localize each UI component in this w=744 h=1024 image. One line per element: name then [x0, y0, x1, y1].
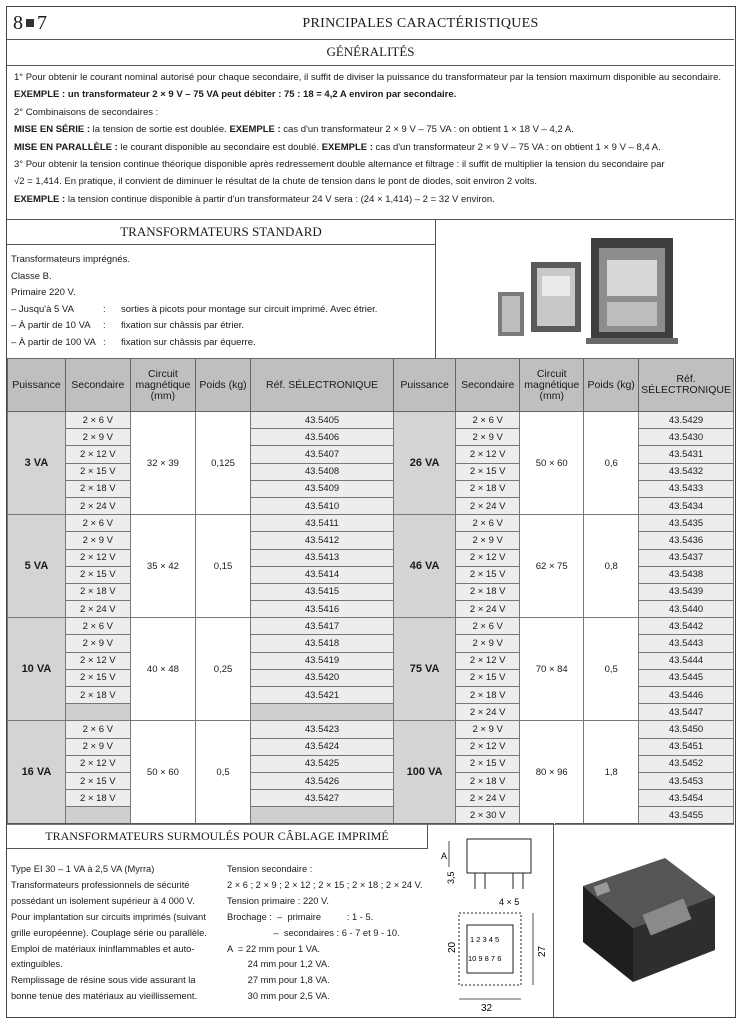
item-text: fixation sur châssis par étrier.: [121, 320, 245, 331]
generalites-text: [14, 69, 730, 208]
table-cell: 0,125: [196, 412, 251, 515]
table-cell: 2 × 18 V: [456, 480, 520, 497]
table-cell: 43.5405: [250, 412, 393, 429]
serie-label: MISE EN SÉRIE :: [14, 124, 91, 136]
table-cell: 43.5434: [639, 497, 734, 514]
standard-text: [11, 252, 377, 351]
molded-transformer-illustration: [555, 824, 734, 1018]
gen-p3b: √2 = 1,414. En pratique, il convient de diminuer le résultat de la chute de tension dans le pont de diodes, soit environ 2 volts.: [14, 176, 538, 188]
col-header: Poids (kg): [584, 359, 639, 412]
table-cell: 43.5445: [639, 669, 734, 686]
table-cell: 0,5: [196, 721, 251, 824]
item-label: – À partir de 10 VA: [11, 320, 91, 331]
table-cell: 43.5447: [639, 704, 734, 721]
table-cell: 2 × 12 V: [65, 755, 130, 772]
table-cell: 43.5452: [639, 755, 734, 772]
col-header: Secondaire: [456, 359, 520, 412]
table-cell: 2 × 15 V: [65, 463, 130, 480]
gen-serie: [14, 121, 730, 138]
table-cell: 2 × 15 V: [65, 669, 130, 686]
table-cell: 2 × 18 V: [65, 790, 130, 807]
table-cell: 2 × 6 V: [456, 618, 520, 635]
page-title: PRINCIPALES CARACTÉRISTIQUES: [302, 16, 539, 31]
spec-line: Brochage : – primaire : 1 - 5.: [227, 911, 374, 922]
standard-line: Classe B.: [11, 270, 52, 282]
example-text: un transformateur 2 × 9 V – 75 VA peut débiter : 75 : 18 = 4,2 A environ par secondaire.: [65, 89, 457, 101]
table-cell: 43.5423: [250, 721, 393, 738]
parallele-text: le courant disponible au secondaire est doublé.: [117, 141, 322, 153]
section-label: 8: [13, 12, 23, 34]
table-cell: 75 VA: [394, 618, 456, 721]
table-cell: 2 × 18 V: [456, 772, 520, 789]
table-cell: 50 × 60: [130, 721, 195, 824]
table-cell: 2 × 12 V: [65, 446, 130, 463]
table-cell: 2 × 9 V: [456, 721, 520, 738]
dim-w-label: 20: [447, 941, 458, 953]
table-row: [8, 721, 734, 738]
table-cell: 43.5443: [639, 635, 734, 652]
surmoules-specs: [227, 862, 442, 1005]
item-sep: :: [103, 303, 106, 315]
desc-line: Emploi de matériaux ininflammables et auto-: [11, 943, 195, 954]
col-header: Puissance: [8, 359, 66, 412]
item-text: sorties à picots pour montage sur circuit imprimé. Avec étrier.: [121, 303, 378, 315]
table-cell: 2 × 6 V: [65, 618, 130, 635]
molded-transformer-photo: [555, 823, 734, 1018]
spec-line: 30 mm pour 2,5 VA.: [227, 991, 330, 1002]
table-cell: 2 × 15 V: [456, 669, 520, 686]
standard-item: [11, 302, 377, 319]
page-header: [7, 7, 734, 40]
table-cell: 0,6: [584, 412, 639, 515]
table-cell: 43.5412: [250, 532, 393, 549]
table-cell: 43.5407: [250, 446, 393, 463]
dim-h-label: 3,5: [446, 871, 456, 884]
spec-line: A = 22 mm pour 1 VA.: [227, 943, 321, 954]
table-cell: 43.5453: [639, 772, 734, 789]
col-header: Puissance: [394, 359, 456, 412]
desc-line: extinguibles.: [11, 959, 63, 970]
desc-line: bonne tenue des matériaux au vieillissement.: [11, 991, 198, 1002]
table-cell: 2 × 12 V: [65, 549, 130, 566]
table-cell: 2 × 24 V: [65, 601, 130, 618]
table-cell: 43.5450: [639, 721, 734, 738]
desc-line: grille européenne). Couplage série ou parallèle.: [11, 927, 207, 938]
table-cell: 2 × 9 V: [65, 429, 130, 446]
table-cell: 2 × 15 V: [456, 566, 520, 583]
example-text: la tension continue disponible à partir d'un transformateur 24 V sera : (24 × 1,414) – 2 = 32 V environ.: [65, 193, 495, 205]
table-cell: 43.5444: [639, 652, 734, 669]
table-cell: 2 × 9 V: [65, 532, 130, 549]
table-row: [8, 412, 734, 429]
table-cell: 43.5440: [639, 601, 734, 618]
table-cell: 1,8: [584, 721, 639, 824]
dimension-drawing: [437, 829, 552, 1017]
desc-line: Transformateurs professionnels de sécurité: [11, 879, 190, 890]
table-cell: 2 × 30 V: [456, 807, 520, 824]
table-cell: 2 × 6 V: [65, 412, 130, 429]
table-cell: 43.5417: [250, 618, 393, 635]
spec-line: 2 × 6 ; 2 × 9 ; 2 × 12 ; 2 × 15 ; 2 × 18 ; 2 × 24 V.: [227, 879, 423, 890]
section-number: [13, 12, 47, 35]
table-cell: 80 × 96: [520, 721, 584, 824]
pins-bottom: 10 9 8 7 6: [468, 954, 502, 963]
table-cell: 43.5442: [639, 618, 734, 635]
table-cell: 43.5433: [639, 480, 734, 497]
example-text: cas d'un transformateur 2 × 9 V – 75 VA : on obtient 1 × 9 V – 8,4 A.: [372, 141, 661, 153]
table-cell: 2 × 18 V: [456, 687, 520, 704]
desc-line: Type EI 30 – 1 VA à 2,5 VA (Myrra): [11, 864, 155, 874]
table-cell: 43.5409: [250, 480, 393, 497]
table-cell: 43.5436: [639, 532, 734, 549]
gen-p1-example: [14, 86, 730, 103]
example-label: EXEMPLE :: [14, 193, 66, 205]
table-cell: 43.5424: [250, 738, 393, 755]
table-cell: 43.5432: [639, 463, 734, 480]
catalog-page: [6, 6, 736, 1018]
table-cell: 2 × 24 V: [456, 704, 520, 721]
gen-parallele: [14, 139, 730, 156]
table-cell: 43.5406: [250, 429, 393, 446]
spec-line: 24 mm pour 1,2 VA.: [227, 959, 330, 970]
table-cell: 2 × 12 V: [65, 652, 130, 669]
dimension-diagram: [437, 829, 552, 1017]
gen-p1: 1° Pour obtenir le courant nominal autorisé pour chaque secondaire, il suffit de diviser la puissance du transformateur par la tension maximum disponible au secondaire.: [14, 72, 722, 83]
table-cell: 43.5451: [639, 738, 734, 755]
table-cell: 2 × 24 V: [65, 497, 130, 514]
table-cell: 2 × 6 V: [65, 721, 130, 738]
table-cell: 2 × 15 V: [456, 755, 520, 772]
table-cell: 43.5435: [639, 515, 734, 532]
square-bullet-icon: [26, 19, 34, 27]
standard-item: [11, 318, 377, 335]
table-cell: 2 × 18 V: [65, 687, 130, 704]
table-cell: 5 VA: [8, 515, 66, 618]
item-label: – À partir de 100 VA: [11, 336, 96, 348]
desc-line: Remplissage de résine sous vide assurant la: [11, 975, 196, 986]
dim-len-label: 32: [481, 1003, 493, 1014]
table-cell: 2 × 12 V: [456, 738, 520, 755]
table-cell: 43.5415: [250, 583, 393, 600]
generalites-title: GÉNÉRALITÉS: [7, 39, 734, 66]
table-cell: 50 × 60: [520, 412, 584, 515]
item-text: fixation sur châssis par équerre.: [121, 336, 256, 348]
table-cell: 2 × 24 V: [456, 601, 520, 618]
table-cell: 2 × 6 V: [456, 412, 520, 429]
spec-line: 27 mm pour 1,8 VA.: [227, 975, 330, 986]
table-header-row: [8, 359, 734, 412]
dim-h2-label: 27: [537, 945, 548, 957]
table-cell: [65, 704, 130, 721]
standard-section: [7, 219, 436, 359]
table-cell: 46 VA: [394, 515, 456, 618]
table-cell: 2 × 15 V: [65, 772, 130, 789]
table-cell: 35 × 42: [130, 515, 195, 618]
standard-line: Primaire 220 V.: [11, 287, 76, 298]
col-header: Réf. SÉLECTRONIQUE: [639, 359, 734, 412]
table-cell: 100 VA: [394, 721, 456, 824]
table-cell: 0,8: [584, 515, 639, 618]
table-cell: 2 × 9 V: [456, 532, 520, 549]
table-cell: 40 × 48: [130, 618, 195, 721]
table-row: [8, 515, 734, 532]
table-row: [8, 618, 734, 635]
table-cell: 0,5: [584, 618, 639, 721]
table-cell: 43.5421: [250, 687, 393, 704]
standard-line: Transformateurs imprégnés.: [11, 254, 130, 265]
table-cell: 43.5439: [639, 583, 734, 600]
dim-pitch-label: 4 × 5: [499, 897, 520, 907]
item-label: – Jusqu'à 5 VA: [11, 303, 74, 315]
table-cell: 43.5419: [250, 652, 393, 669]
desc-line: possédant un isolement supérieur à 4 000 V.: [11, 895, 195, 906]
table-cell: 43.5416: [250, 601, 393, 618]
surmoules-description: [11, 862, 226, 1005]
table-cell: 2 × 6 V: [456, 515, 520, 532]
col-header: Poids (kg): [196, 359, 251, 412]
table-cell: 2 × 18 V: [65, 480, 130, 497]
table-cell: 2 × 18 V: [65, 583, 130, 600]
standard-transformers-photo: [436, 219, 734, 359]
col-header: Réf. SÉLECTRONIQUE: [250, 359, 393, 412]
page-number: 7: [37, 12, 47, 34]
table-cell: 43.5430: [639, 429, 734, 446]
table-cell: 43.5437: [639, 549, 734, 566]
pins-top: 1 2 3 4 5: [470, 935, 500, 944]
dim-a-label: A: [441, 851, 448, 861]
item-sep: :: [103, 320, 106, 331]
serie-text: la tension de sortie est doublée.: [90, 124, 230, 136]
table-cell: 16 VA: [8, 721, 66, 824]
table-cell: 43.5455: [639, 807, 734, 824]
standard-title: TRANSFORMATEURS STANDARD: [7, 220, 435, 245]
table-cell: 2 × 6 V: [65, 515, 130, 532]
table-cell: 2 × 9 V: [456, 635, 520, 652]
table-cell: [250, 704, 393, 721]
table-cell: 43.5414: [250, 566, 393, 583]
desc-line: Pour implantation sur circuits imprimés (suivant: [11, 911, 206, 922]
example-label: EXEMPLE :: [14, 89, 66, 101]
table-cell: 62 × 75: [520, 515, 584, 618]
table-cell: 2 × 12 V: [456, 652, 520, 669]
col-header: Circuit magnétique (mm): [130, 359, 195, 412]
table-cell: 2 × 9 V: [65, 738, 130, 755]
table-cell: 43.5438: [639, 566, 734, 583]
table-cell: 2 × 15 V: [456, 463, 520, 480]
example-label: EXEMPLE :: [321, 141, 373, 153]
table-cell: 43.5425: [250, 755, 393, 772]
table-cell: 2 × 15 V: [65, 566, 130, 583]
standard-item: [11, 335, 377, 352]
table-cell: 43.5429: [639, 412, 734, 429]
table-cell: 2 × 9 V: [65, 635, 130, 652]
table-cell: 43.5420: [250, 669, 393, 686]
spec-line: Tension primaire : 220 V.: [227, 895, 329, 906]
table-cell: 43.5426: [250, 772, 393, 789]
example-text: cas d'un transformateur 2 × 9 V – 75 VA : on obtient 1 × 18 V – 4,2 A.: [280, 124, 574, 136]
example-label: EXEMPLE :: [229, 124, 281, 136]
col-header: Circuit magnétique (mm): [520, 359, 584, 412]
table-cell: 43.5410: [250, 497, 393, 514]
table-cell: 26 VA: [394, 412, 456, 515]
gen-p3-example: [14, 191, 730, 208]
table-cell: 43.5408: [250, 463, 393, 480]
table-cell: [65, 807, 130, 824]
table-cell: 2 × 24 V: [456, 497, 520, 514]
col-header: Secondaire: [65, 359, 130, 412]
table-cell: 2 × 9 V: [456, 429, 520, 446]
table-cell: 3 VA: [8, 412, 66, 515]
table-cell: 43.5411: [250, 515, 393, 532]
table-cell: 2 × 12 V: [456, 549, 520, 566]
table-cell: 10 VA: [8, 618, 66, 721]
transformer-illustration: [436, 220, 734, 359]
table-cell: 43.5446: [639, 687, 734, 704]
table-cell: 43.5454: [639, 790, 734, 807]
table-cell: 32 × 39: [130, 412, 195, 515]
table-cell: 0,25: [196, 618, 251, 721]
item-sep: :: [103, 336, 106, 348]
table-cell: 70 × 84: [520, 618, 584, 721]
table-cell: 0,15: [196, 515, 251, 618]
transformer-table: [7, 358, 734, 825]
surmoules-title: TRANSFORMATEURS SURMOULÉS POUR CÂBLAGE IMPRIMÉ: [7, 824, 428, 849]
table-cell: 2 × 18 V: [456, 583, 520, 600]
table-cell: 43.5431: [639, 446, 734, 463]
spec-line: – secondaires : 6 - 7 et 9 - 10.: [227, 927, 400, 938]
gen-p3: 3° Pour obtenir la tension continue théorique disponible après redressement double alternance et filtrage : il suffit de multiplier la tension du secondaire par: [14, 159, 665, 171]
spec-line: Tension secondaire :: [227, 864, 313, 874]
table-cell: 43.5413: [250, 549, 393, 566]
table-cell: 43.5418: [250, 635, 393, 652]
parallele-label: MISE EN PARALLÈLE :: [14, 141, 118, 153]
table-cell: 43.5427: [250, 790, 393, 807]
table-cell: 2 × 12 V: [456, 446, 520, 463]
gen-p2: 2° Combinaisons de secondaires :: [14, 106, 159, 118]
table-cell: 2 × 24 V: [456, 790, 520, 807]
table-cell: [250, 807, 393, 824]
